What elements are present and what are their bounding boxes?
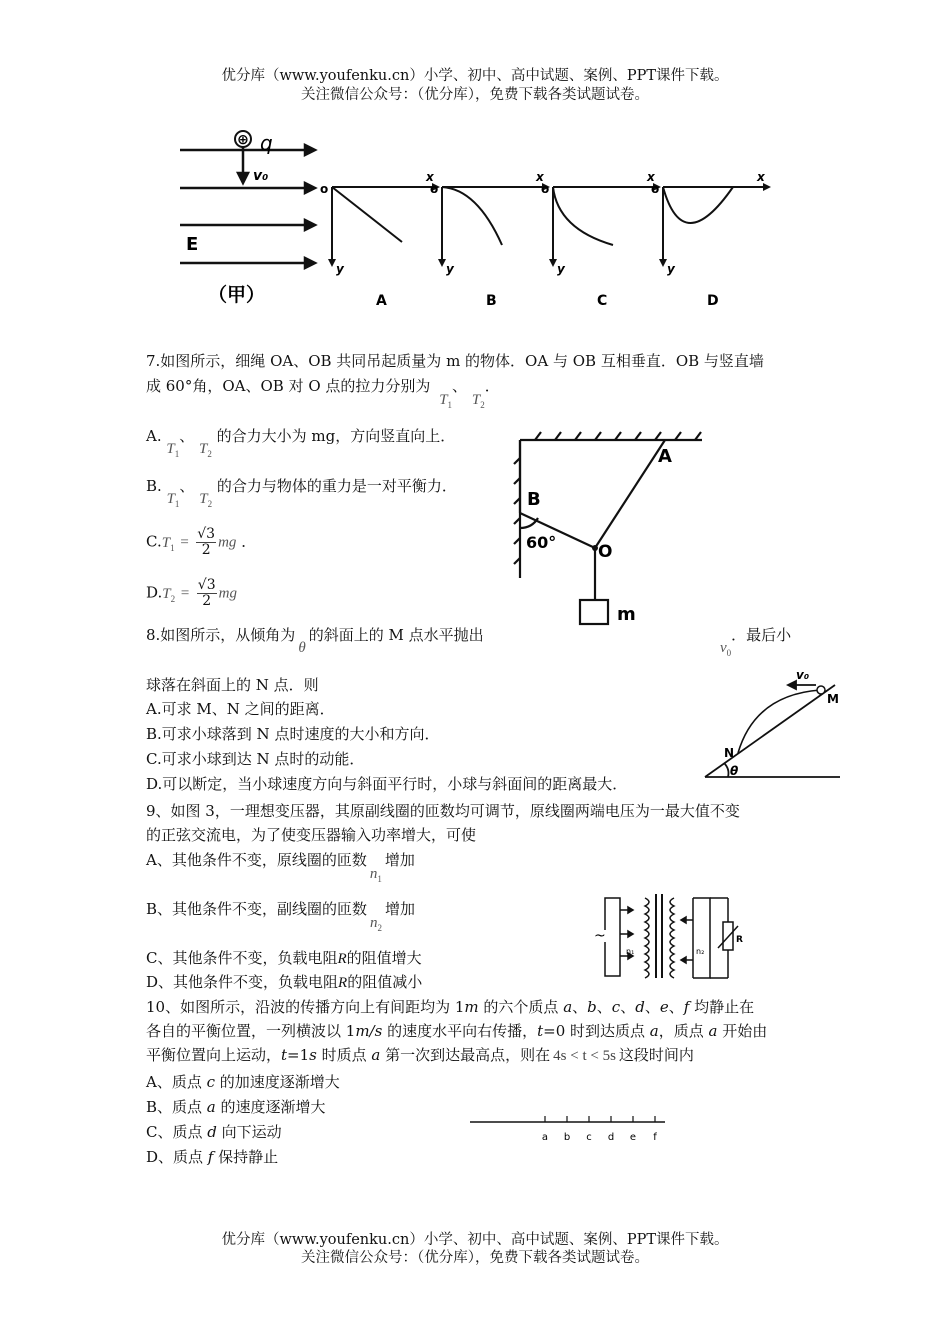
mass-block <box>580 600 608 624</box>
graph-y-arrow <box>438 259 446 267</box>
label-n2: n₂ <box>696 947 705 956</box>
q8-option-c: C.可求小球到达 N 点时的动能． <box>146 750 365 768</box>
point-label: b <box>563 1132 571 1143</box>
q9-stem-line2: 的正弦交流电，为了使变压器输入功率增大，可使 <box>146 826 477 844</box>
q9-option-b: B、其他条件不变，副线圈的匝数$n_2$增加 <box>146 900 416 933</box>
q9-stem-line1: 9、如图 3，一理想变压器，其原副线圈的匝数均可调节，原线圈两端电压为一最大值不变 <box>146 802 740 820</box>
field-arrow <box>305 145 315 155</box>
q10-stem-line3: 平衡位置向上运动，t=1s 时质点 a 第一次到达最高点，则在 4s < t < 5s 这段时间内 <box>146 1046 694 1064</box>
label-b: B <box>527 489 541 510</box>
graph-letter: C <box>597 293 608 309</box>
q10-figure <box>470 1112 670 1146</box>
ball <box>817 686 825 694</box>
ceiling-hatch <box>535 432 701 440</box>
point-label: a <box>541 1132 549 1143</box>
q7-option-a: A. $T_1$、 $T_2$ 的合力大小为 mg，方向竖直向上． <box>146 427 456 459</box>
label-theta: θ <box>730 764 739 778</box>
graph-trajectory <box>442 187 502 245</box>
secondary-coil <box>670 898 674 978</box>
q10-option-d: D、质点 f 保持静止 <box>146 1148 279 1166</box>
q10-stem-line2: 各自的平衡位置，一列横波以 1m/s 的速度水平向右传播，t=0 时到达质点 a，质点 a 开始由 <box>146 1022 768 1040</box>
graph-y-arrow <box>549 259 557 267</box>
graph-y-label: y <box>446 262 454 276</box>
graph-trajectory <box>663 187 733 223</box>
graph-y-label: y <box>667 262 675 276</box>
v0-arrowhead <box>238 173 248 183</box>
q8-option-a: A.可求 M、N 之间的距离． <box>146 700 335 718</box>
graph-x-label: x <box>647 170 655 184</box>
q8-stem-end: $v_0$．最后小 <box>720 626 792 658</box>
rope-oa <box>595 440 665 548</box>
graph-trajectory <box>332 187 402 242</box>
field-arrow <box>305 220 315 230</box>
q8-option-b: B.可求小球落到 N 点时速度的大小和方向． <box>146 725 440 743</box>
q8-stem-line1: 8.如图所示，从倾角为θ的斜面上的 M 点水平抛出 <box>146 626 484 656</box>
trajectory <box>738 690 820 753</box>
primary-coil <box>645 898 649 978</box>
q8-stem-line2: 球落在斜面上的 N 点．则 <box>146 676 319 694</box>
graph-y-label: y <box>557 262 565 276</box>
point-label: d <box>607 1132 615 1143</box>
q10-option-c: C、质点 d 向下运动 <box>146 1123 282 1141</box>
q7-figure <box>510 428 710 630</box>
point-label: c <box>586 1132 592 1143</box>
q10-option-b: B、质点 a 的速度逐渐增大 <box>146 1098 326 1116</box>
footer-line-1: 优分库（www.youfenku.cn）小学、初中、高中试题、案例、PPT课件下载。 <box>221 1232 729 1248</box>
label-v0: v₀ <box>796 668 810 682</box>
q7-option-c: $C.T_1$ = $\frac{√3}{2}$ mg ． <box>146 526 257 558</box>
q9-option-c: C、其他条件不变，负载电阻R的阻值增大 <box>146 949 422 967</box>
graph-letter: B <box>486 293 497 309</box>
point-label: f <box>653 1132 657 1143</box>
figure-caption: （甲） <box>208 284 266 306</box>
graph-x-arrow <box>763 183 771 191</box>
rheostat-arrow <box>718 926 738 948</box>
graph-x-label: x <box>426 170 434 184</box>
graph-letter: D <box>707 293 719 309</box>
graph-origin: o <box>430 182 439 196</box>
label-m: m <box>617 604 636 625</box>
v0-arrowhead <box>788 681 796 689</box>
q6-figure <box>170 125 790 315</box>
primary-circuit <box>605 898 620 976</box>
ac-symbol: ~ <box>594 928 606 944</box>
graph-origin: o <box>320 182 329 196</box>
q7-option-d: $D.T_2$ = $\frac{√3}{2}$ mg <box>146 577 237 609</box>
charge-plus: ⊕ <box>237 132 249 148</box>
footer-line-2: 关注微信公众号：（优分库），免费下载各类试题试卷。 <box>301 1250 649 1266</box>
graph-y-arrow <box>328 259 336 267</box>
q9-option-d: D、其他条件不变，负载电阻R的阻值减小 <box>146 973 423 991</box>
label-60: 60° <box>526 533 557 552</box>
label-o: O <box>598 542 613 562</box>
field-arrow <box>305 258 315 268</box>
graph-letter: A <box>376 293 387 309</box>
q7-stem-line2: 成 60°角，OA、OB 对 O 点的拉力分别为 $T_1$、 $T_2$． <box>146 377 500 410</box>
q10-stem-line1: 10、如图所示，沿波的传播方向上有间距均为 1m 的六个质点 a、b、c、d、e、f 均静止在 <box>146 998 755 1016</box>
graph-origin: o <box>651 182 660 196</box>
label-m: M <box>827 692 839 706</box>
charge-q-label: q <box>260 131 273 155</box>
label-n: N <box>724 746 735 760</box>
graph-x-label: x <box>757 170 765 184</box>
graph-x-label: x <box>536 170 544 184</box>
graph-origin: o <box>541 182 550 196</box>
label-a: A <box>658 446 672 467</box>
secondary-circuit <box>693 898 710 978</box>
theta-arc <box>724 763 729 777</box>
graph-y-arrow <box>659 259 667 267</box>
q8-figure <box>700 665 845 783</box>
q10-option-a: A、质点 c 的加速度逐渐增大 <box>146 1073 340 1091</box>
header-line-2: 关注微信公众号：（优分库），免费下载各类试题试卷。 <box>301 87 649 103</box>
q7-stem-line1: 7.如图所示，细绳 OA、OB 共同吊起质量为 m 的物体．OA 与 OB 互相垂直．OB 与竖直墙 <box>146 352 764 370</box>
label-r: R <box>736 935 743 945</box>
q9-option-a: A、其他条件不变，原线圈的匝数$n_1$增加 <box>146 851 415 884</box>
q8-option-d: D.可以断定，当小球速度方向与斜面平行时，小球与斜面间的距离最大． <box>146 775 628 793</box>
field-arrow <box>305 183 315 193</box>
v0-label: v₀ <box>253 168 269 184</box>
field-e-label: E <box>186 234 199 255</box>
graph-trajectory <box>553 187 613 245</box>
header-line-1: 优分库（www.youfenku.cn）小学、初中、高中试题、案例、PPT课件下载。 <box>221 68 729 84</box>
graph-y-label: y <box>336 262 344 276</box>
label-n1: n₁ <box>626 947 635 956</box>
q7-option-b: B. $T_1$、 $T_2$ 的合力与物体的重力是一对平衡力． <box>146 477 457 509</box>
point-label: e <box>629 1132 637 1143</box>
q9-figure <box>590 890 750 982</box>
